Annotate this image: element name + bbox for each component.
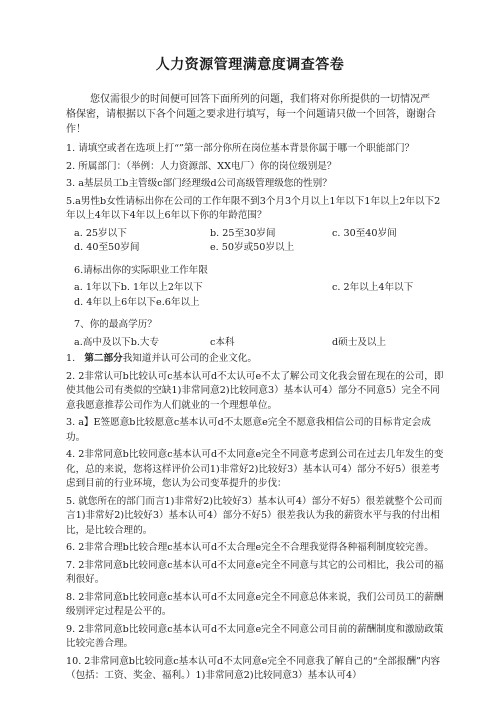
option-item[interactable]: e. 50岁或50岁以上 <box>210 242 295 253</box>
statement-7: 7. 2非常同意b比较同意c基本认可d不太同意e完全不同意与其它的公司相比，我公司的福利很好。 <box>66 559 444 585</box>
part2-text: 我知道并认可公司的企业文化。 <box>122 353 257 364</box>
question-2: 2. 所属部门：（举例：人力资源部、XX电厂）你的岗位级别是？ <box>66 160 337 172</box>
age-options <box>74 227 446 256</box>
part2-number: 1. <box>66 353 76 364</box>
question-5: 5.a男性b女性请标出你在公司的工作年限不到3个月3个月以上1年以下1年以上2年以下2年以上4年以下4年以上6年以下你的年龄范围？ <box>66 195 441 221</box>
option-item[interactable]: a.高中及以下b.大专 <box>74 336 160 348</box>
option-item <box>332 241 454 256</box>
option-item <box>210 296 332 311</box>
intro-paragraph: 您仅需很少的时间便可回答下面所列的问题，我们将对你所提供的一切情况严格保密，请根据以下各个问题之要求进行填写，每一个问题请只做一个回答，谢谢合作！ <box>66 94 436 135</box>
option-item[interactable]: b. 25至30岁间 <box>210 227 276 239</box>
option-item[interactable]: c. 30至40岁间 <box>332 227 397 239</box>
statement-10: 10. 2非常同意b比较同意c基本认可d不太同意e完全不同意我了解自己的“全部报酬”内容（包括：工资、奖金、福利。）1)非常同意2)比较同意3）基本认可4） <box>66 655 441 681</box>
option-item[interactable]: d. 40至50岁间 <box>74 242 140 253</box>
statement-6: 6. 2非常合理b比较合理c基本认可d不太合理e完全不合理我觉得各种福利制度较完善。 <box>66 542 434 553</box>
question-3: 3. a基层员工b主管级c部门经理级d公司高级管理级您的性别？ <box>66 178 332 189</box>
option-item <box>210 281 332 296</box>
part2-statement-1 <box>66 352 446 367</box>
education-options <box>74 336 446 351</box>
option-item[interactable]: a. 25岁以下 <box>74 227 127 239</box>
statement-3: 3. a】E签愿意b比较愿意c基本认可d不太愿意e完全不愿意我相信公司的目标肯定会成功。 <box>66 417 431 443</box>
question-7: 7、你的最高学历？ <box>74 319 157 330</box>
statement-9: 9. 2非常同意b比较同意c基本认可d不太同意e完全不同意公司目前的薪酬制度和激励政策比较完善合理。 <box>66 623 444 649</box>
statement-2: 2. 2非常认可b比较认可c基本认可d不太认可e不太了解公司文化我会留在现在的公司，即使其他公司有类似的空缺1)非常同意2)比较同意3）基本认可4）部分不同意5）完全不同意我愿意推荐公司作为人们就业的一个理想单位。 <box>66 370 444 411</box>
survey-body <box>66 142 446 687</box>
option-item <box>332 296 454 311</box>
option-item[interactable]: a. 1年以下b. 1年以上2年以下 <box>74 282 203 293</box>
option-item[interactable]: d. 4年以上6年以下e.6年以上 <box>74 296 200 308</box>
statement-5: 5. 就您所在的部门而言1)非常好2)比较好3）基本认可4）部分不好5）很差就整个公司而言1)非常好2)比较好3）基本认可4）部分不好5）很差我认为我的薪资水平与我的付出相比，是比较合理的。 <box>66 495 443 536</box>
option-item[interactable]: c本科 <box>210 336 235 348</box>
question-6: 6.请标出你的实际职业工作年限 <box>74 264 208 276</box>
part2-heading: 第二部分 <box>84 353 123 364</box>
option-item[interactable]: d硕士及以上 <box>332 336 387 348</box>
statement-4: 4. 2非常同意b比较同意c基本认可d不太同意e完全不同意考虑到公司在过去几年发生的变化，总的来说，您将这样评价公司1)非常好2)比较好3）基本认可4）部分不好5）很差考虑到目前的行业环境，您认为公司变革提升的步伐： <box>66 449 444 489</box>
question-1: 1. 请填空或者在选项上打“”第一部分你所在岗位基本背景你属于哪一个职能部门？ <box>66 143 415 154</box>
statement-8: 8. 2非常同意b比较同意c基本认可d不太同意e完全不同意总体来说，我们公司员工的薪酬级别评定过程是公平的。 <box>66 591 444 617</box>
page-title: 人力资源管理满意度调查答卷 <box>155 57 345 73</box>
option-item[interactable]: c. 2年以上4年以下 <box>332 282 414 293</box>
career-options <box>74 281 446 310</box>
